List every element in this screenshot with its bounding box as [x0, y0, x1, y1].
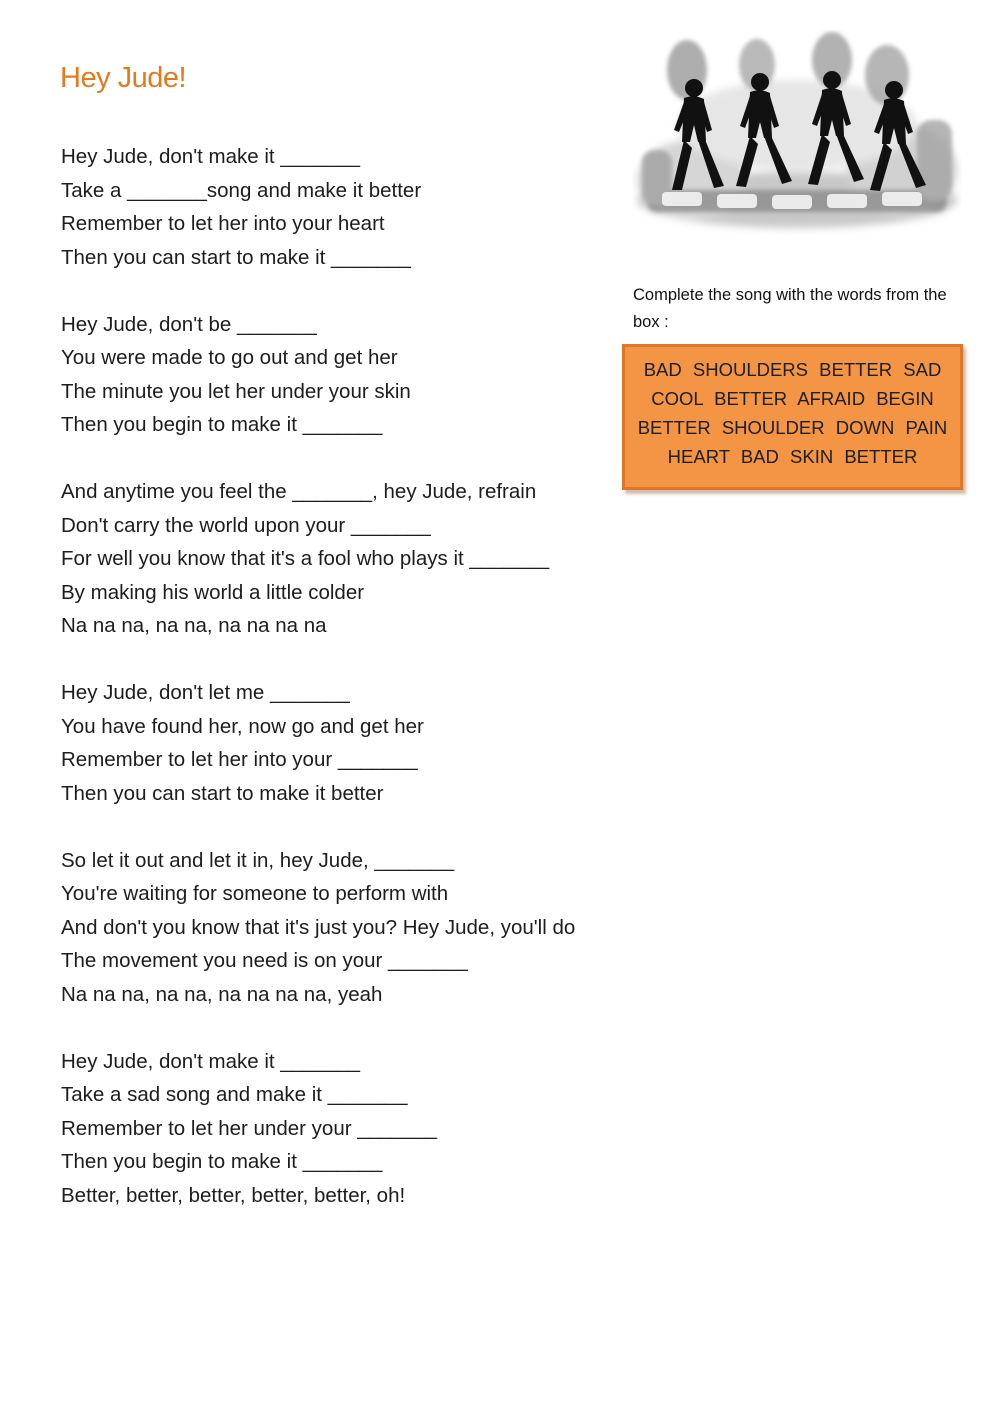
lyric-line: Then you can start to make it better: [61, 781, 384, 805]
lyric-line: You're waiting for someone to perform with: [61, 882, 449, 905]
lyric-line: Then you can start to make it _______: [61, 245, 411, 269]
stanza: [61, 308, 631, 442]
word-bank-row: BAD SHOULDERS BETTER SAD: [643, 359, 942, 380]
page-title: Hey Jude!: [60, 62, 187, 94]
lyric-line: Then you begin to make it _______: [61, 1150, 383, 1173]
lyric-line: Hey Jude, don't make it _______: [61, 145, 361, 168]
stanza: [61, 1045, 631, 1213]
stanza: [61, 844, 631, 1012]
stanza: [61, 140, 631, 274]
lyric-line: Hey Jude, don't make it _______: [61, 1049, 361, 1073]
word-bank-row: BETTER SHOULDER DOWN PAIN: [637, 417, 948, 438]
lyric-line: Better, better, better, better, better, oh!: [61, 1183, 406, 1207]
word-bank-row: HEART BAD SKIN BETTER: [667, 446, 918, 467]
song-lyrics: [61, 140, 631, 1246]
stanza: [61, 475, 631, 643]
lyric-line: Don't carry the world upon your _______: [61, 513, 431, 537]
lyric-line: And don't you know that it's just you? Hey Jude, you'll do: [61, 915, 576, 939]
lyric-line: The movement you need is on your _______: [61, 949, 468, 972]
word-bank-row: COOL BETTER AFRAID BEGIN: [651, 388, 934, 409]
lyric-line: The minute you let her under your skin: [61, 379, 411, 403]
walking-figures-illustration: [632, 30, 962, 235]
lyric-line: Then you begin to make it _______: [61, 413, 383, 436]
lyric-line: By making his world a little colder: [61, 580, 365, 604]
word-bank-box: [622, 344, 963, 490]
lyric-line: You were made to go out and get her: [61, 346, 398, 369]
lyric-line: And anytime you feel the _______, hey Jude, refrain: [61, 480, 537, 503]
lyric-line: Na na na, na na, na na na na: [61, 614, 327, 637]
lyric-line: You have found her, now go and get her: [61, 714, 424, 738]
lyric-line: Na na na, na na, na na na na, yeah: [61, 982, 383, 1006]
lyric-line: Hey Jude, don't be _______: [61, 312, 317, 336]
lyric-line: For well you know that it's a fool who plays it _______: [61, 547, 550, 570]
lyric-line: Hey Jude, don't let me _______: [61, 681, 350, 704]
lyric-line: So let it out and let it in, hey Jude, _______: [61, 848, 455, 872]
lyric-line: Remember to let her into your heart: [61, 212, 385, 235]
lyric-line: Take a sad song and make it _______: [61, 1083, 408, 1106]
lyric-line: Remember to let her under your _______: [61, 1116, 438, 1140]
lyric-line: Remember to let her into your _______: [61, 748, 418, 771]
instruction-text: Complete the song with the words from the box :: [633, 286, 947, 331]
lyric-line: Take a _______song and make it better: [61, 178, 422, 202]
stanza: [61, 676, 631, 810]
